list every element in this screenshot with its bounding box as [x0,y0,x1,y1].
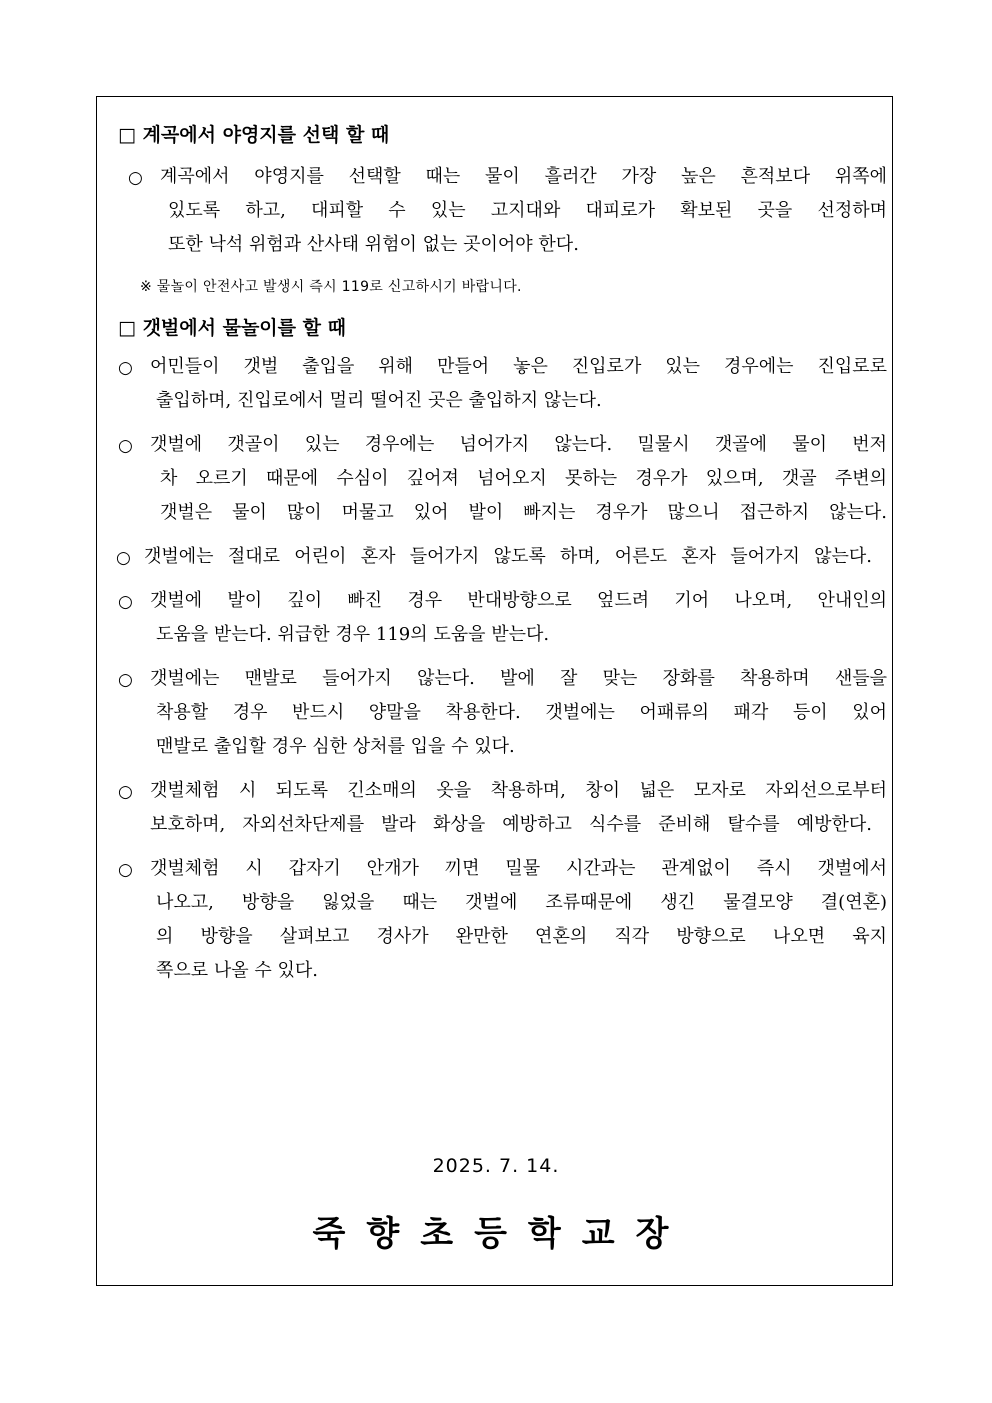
paragraph [156,886,887,988]
text-line: 나오고, 방향을 잃었을 때는 갯벌에 조류때문에 생긴 물결모양 결(연혼) [156,892,887,913]
paragraph [168,194,887,262]
text-line: 갯벌체험 시 갑자기 안개가 끼면 밀물 시간과는 관계없이 즉시 갯벌에서 [150,858,887,879]
circle-bullet-icon: ○ [118,670,133,690]
text-line: 어민들이 갯벌 출입을 위해 만들어 놓은 진입로가 있는 경우에는 진입로로 [150,356,887,377]
paragraph [150,584,887,618]
circle-bullet-icon: ○ [118,358,133,378]
paragraph [160,160,887,194]
text-line: 갯벌에는 절대로 어린이 혼자 들어가지 않도록 하며, 어른도 혼자 들어가지 않는다. [144,546,872,567]
paragraph [150,808,872,842]
signer-title: 죽향초등학교장 [312,1214,690,1254]
text-line: 갯벌에 발이 깊이 빠진 경우 반대방향으로 엎드려 기어 나오며, 안내인의 [150,590,887,611]
text-line: 출입하며, 진입로에서 멀리 떨어진 곳은 출입하지 않는다. [156,390,602,411]
text-line: 계곡에서 야영지를 선택할 때는 물이 흘러간 가장 높은 흔적보다 위쪽에 [160,166,887,187]
text-line: 차 오르기 때문에 수심이 깊어져 넘어오지 못하는 경우가 있으며, 갯골 주변의 [160,468,887,489]
circle-bullet-icon: ○ [118,860,133,880]
circle-bullet-icon: ○ [116,548,131,568]
section-heading-tidal-flat: □ 갯벌에서 물놀이를 할 때 [118,317,346,339]
text-line: 착용할 경우 반드시 양말을 착용한다. 갯벌에는 어패류의 패각 등이 있어 [156,702,887,723]
text-line: 쪽으로 나올 수 있다. [156,960,318,981]
emergency-note: ※ 물놀이 안전사고 발생시 즉시 119로 신고하시기 바랍니다. [140,279,522,295]
circle-bullet-icon: ○ [118,782,133,802]
paragraph [150,662,887,696]
paragraph [160,462,887,530]
paragraph [156,618,887,652]
text-line: 또한 낙석 위험과 산사태 위험이 없는 곳이어야 한다. [168,234,579,255]
circle-bullet-icon: ○ [118,592,133,612]
circle-bullet-icon: ○ [128,168,143,188]
text-line: 갯벌체험 시 되도록 긴소매의 옷을 착용하며, 창이 넓은 모자로 자외선으로부터 [150,780,887,801]
text-line: 갯벌에 갯골이 있는 경우에는 넘어가지 않는다. 밀물시 갯골에 물이 번저 [150,434,887,455]
text-line: 갯벌은 물이 많이 머물고 있어 발이 빠지는 경우가 많으니 접근하지 않는다. [160,502,887,523]
paragraph [150,350,887,384]
paragraph [156,696,887,764]
text-line: 도움을 받는다. 위급한 경우 119의 도움을 받는다. [156,624,550,645]
text-line: 있도록 하고, 대피할 수 있는 고지대와 대피로가 확보된 곳을 선정하며 [168,200,887,221]
text-line: 맨발로 출입할 경우 심한 상처를 입을 수 있다. [156,736,515,757]
document-date: 2025. 7. 14. [432,1155,560,1177]
paragraph [150,852,887,886]
paragraph [150,428,887,462]
paragraph [150,774,887,808]
text-line: 의 방향을 살펴보고 경사가 완만한 연혼의 직각 방향으로 나오면 육지 [156,926,887,947]
text-line: 갯벌에는 맨발로 들어가지 않는다. 발에 잘 맞는 장화를 착용하며 샌들을 [150,668,887,689]
paragraph [144,540,872,574]
paragraph [156,384,887,418]
circle-bullet-icon: ○ [118,436,133,456]
section-heading-valley: □ 계곡에서 야영지를 선택 할 때 [118,124,390,146]
text-line: 보호하며, 자외선차단제를 발라 화상을 예방하고 식수를 준비해 탈수를 예방한다. [150,814,872,835]
